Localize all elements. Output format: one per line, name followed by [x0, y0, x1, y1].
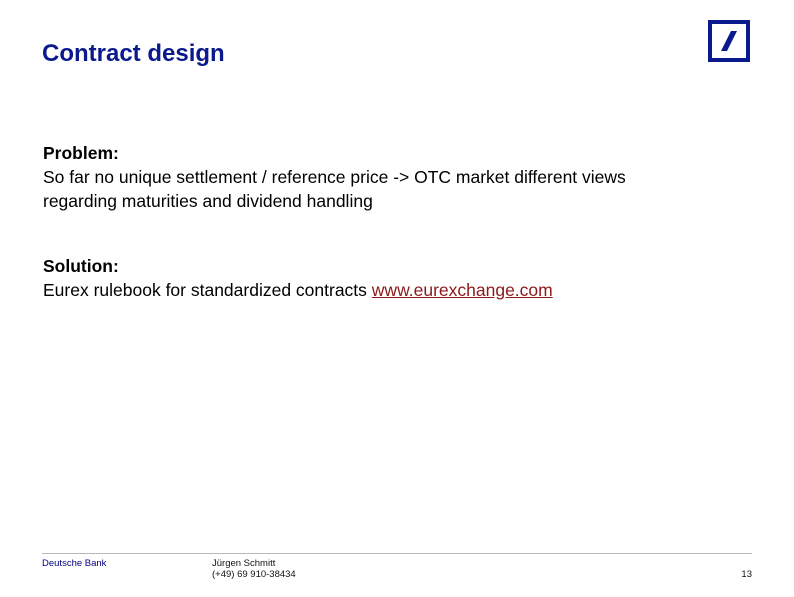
footer-contact-name: Jürgen Schmitt [212, 558, 276, 569]
eurex-website-link[interactable]: www.eurexchange.com [371, 280, 553, 300]
problem-text-line-1: So far no unique settlement / reference price -> OTC market different views [43, 167, 626, 187]
footer-company: Deutsche Bank [42, 558, 107, 569]
solution-description: Eurex rulebook for standardized contracts [43, 280, 372, 300]
slide-title: Contract design [42, 40, 225, 67]
solution-section [43, 254, 553, 302]
solution-heading: Solution: [43, 256, 119, 276]
solution-text [43, 278, 553, 302]
problem-text-line-2: regarding maturities and dividend handling [43, 191, 373, 211]
problem-heading: Problem: [43, 143, 119, 163]
problem-section [43, 141, 626, 213]
footer-contact-phone: (+49) 69 910-38434 [212, 569, 296, 580]
deutsche-bank-logo-icon [708, 20, 750, 62]
page-number: 13 [741, 569, 752, 580]
footer-divider [42, 553, 752, 554]
